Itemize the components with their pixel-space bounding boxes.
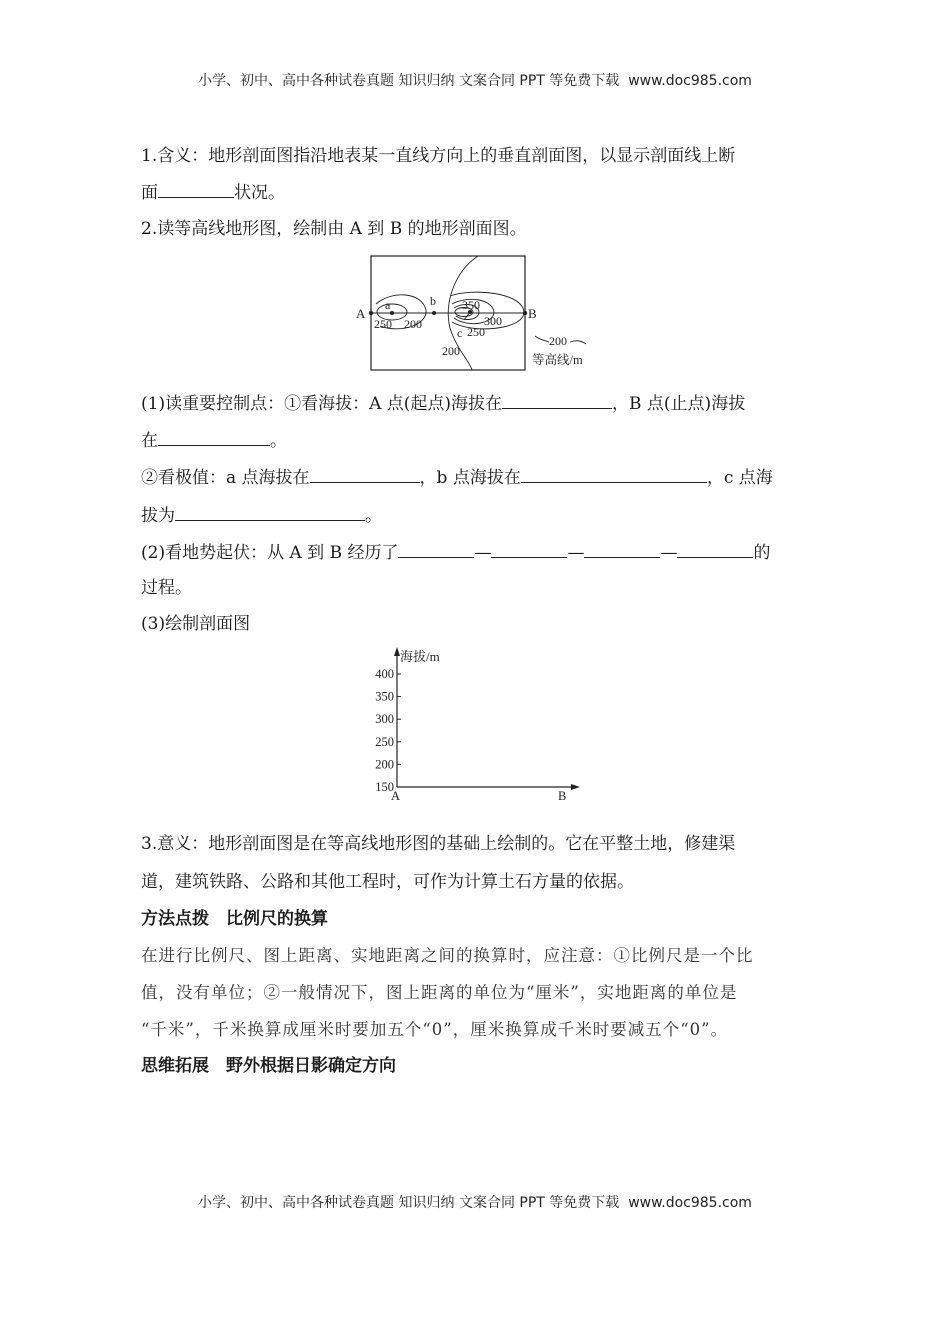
- point-B-dot: [523, 311, 527, 315]
- profile-chart[interactable]: [360, 643, 585, 803]
- header-text: 小学、初中、高中各种试卷真题 知识归纳 文案合同 PPT 等免费下载: [198, 73, 620, 89]
- q1-line2-b: 。: [270, 431, 287, 451]
- blank-b-altitude[interactable]: [521, 466, 707, 483]
- blank-a-altitude[interactable]: [310, 466, 420, 483]
- s3-line2: 道，建筑铁路、公路和其他工程时，可作为计算土石方量的依据。: [141, 872, 634, 892]
- s1-line1: 1.含义：地形剖面图指沿地表某一直线方向上的垂直剖面图，以显示剖面线上断: [141, 146, 736, 166]
- footer-text: 小学、初中、高中各种试卷真题 知识归纳 文案合同 PPT 等免费下载: [198, 1195, 620, 1211]
- q1-line1-b: ，B 点(止点)海拔: [612, 394, 746, 414]
- q1-line2: [141, 429, 287, 452]
- blank-section-shape[interactable]: [158, 181, 234, 198]
- q1-line3-c: ，c 点海: [706, 468, 773, 488]
- legend-line-left: [535, 336, 549, 342]
- q2-line1: [141, 541, 770, 564]
- y-tick-label: 250: [375, 734, 394, 749]
- blank-terrain-2[interactable]: [491, 541, 567, 558]
- label-250-right: 250: [467, 325, 485, 339]
- s1-line2-b: 状况。: [234, 183, 285, 203]
- page-footer: [0, 1192, 950, 1212]
- q2-dash-1: —: [474, 543, 492, 563]
- legend-line-right: [570, 341, 586, 344]
- blank-B-altitude[interactable]: [158, 429, 270, 446]
- q1-line3-a: ②看极值：a 点海拔在: [141, 468, 310, 488]
- label-200-left: 200: [404, 317, 422, 331]
- q1-line3: [141, 466, 773, 489]
- blank-terrain-4[interactable]: [677, 541, 753, 558]
- method-line1: 在进行比例尺、图上距离、实地距离之间的换算时，应注意：①比例尺是一个比: [141, 946, 754, 965]
- q1-line3-b: ，b 点海拔在: [419, 468, 521, 488]
- method-line2: 值，没有单位；②一般情况下，图上距离的单位为“厘米”，实地距离的单位是: [141, 983, 738, 1002]
- q1-line1-a: (1)读重要控制点：①看海拔：A 点(起点)海拔在: [141, 394, 503, 414]
- contour-map: [352, 252, 602, 374]
- blank-c-altitude[interactable]: [175, 504, 365, 521]
- q2-dash-2: —: [567, 543, 585, 563]
- label-a: a: [385, 298, 391, 312]
- header-url: www.doc985.com: [628, 73, 752, 89]
- q1-line2-a: 在: [141, 431, 158, 451]
- label-b: b: [430, 294, 436, 308]
- s1-line2-a: 面: [141, 183, 158, 203]
- legend-label: 等高线/m: [532, 353, 583, 367]
- blank-terrain-1[interactable]: [398, 541, 474, 558]
- label-350: 350: [462, 298, 480, 312]
- method-title: 方法点拨 比例尺的换算: [141, 909, 328, 929]
- y-tick-label: 150: [375, 780, 394, 794]
- blank-A-altitude[interactable]: [502, 392, 612, 409]
- page-header: [0, 70, 950, 90]
- y-axis-label: 海拔/m: [400, 649, 440, 664]
- thinking-title: 思维拓展 野外根据日影确定方向: [141, 1056, 396, 1076]
- label-B: B: [528, 306, 537, 321]
- q1-line4-b: 。: [365, 506, 382, 526]
- x-label-A: A: [391, 789, 401, 803]
- q1-line4-a: 拔为: [141, 506, 175, 526]
- point-a-dot: [390, 311, 394, 315]
- label-300: 300: [484, 314, 502, 328]
- q2-line1-b: 的: [753, 543, 771, 563]
- q2-dash-3: —: [660, 543, 678, 563]
- point-b-dot: [432, 311, 436, 315]
- q2-line1-a: (2)看地势起伏：从 A 到 B 经历了: [141, 543, 399, 563]
- blank-terrain-3[interactable]: [584, 541, 660, 558]
- x-axis-arrow: [571, 784, 580, 790]
- label-250-left: 250: [374, 317, 392, 331]
- label-A: A: [356, 306, 366, 321]
- y-tick-label: 400: [375, 667, 394, 681]
- legend-value: 200: [549, 334, 567, 348]
- q3-title: (3)绘制剖面图: [141, 614, 251, 634]
- method-line3: “千米”，千米换算成厘米时要加五个“0”，厘米换算成千米时要减五个“0”。: [141, 1020, 729, 1039]
- s2-title: 2.读等高线地形图，绘制由 A 到 B 的地形剖面图。: [141, 219, 527, 239]
- y-tick-label: 350: [375, 689, 394, 704]
- label-200-bottom: 200: [442, 344, 460, 358]
- label-c: c: [457, 326, 463, 340]
- s1-line2: [141, 181, 285, 204]
- q1-line1: [141, 392, 745, 415]
- q1-line4: [141, 504, 382, 527]
- s3-line1: 3.意义：地形剖面图是在等高线地形图的基础上绘制的。它在平整土地，修建渠: [141, 834, 736, 854]
- x-label-B: B: [558, 789, 567, 803]
- y-tick-label: 200: [375, 757, 394, 772]
- q2-line2: 过程。: [141, 578, 192, 598]
- footer-url: www.doc985.com: [628, 1195, 752, 1211]
- point-A-dot: [369, 311, 373, 315]
- y-tick-label: 300: [375, 712, 394, 727]
